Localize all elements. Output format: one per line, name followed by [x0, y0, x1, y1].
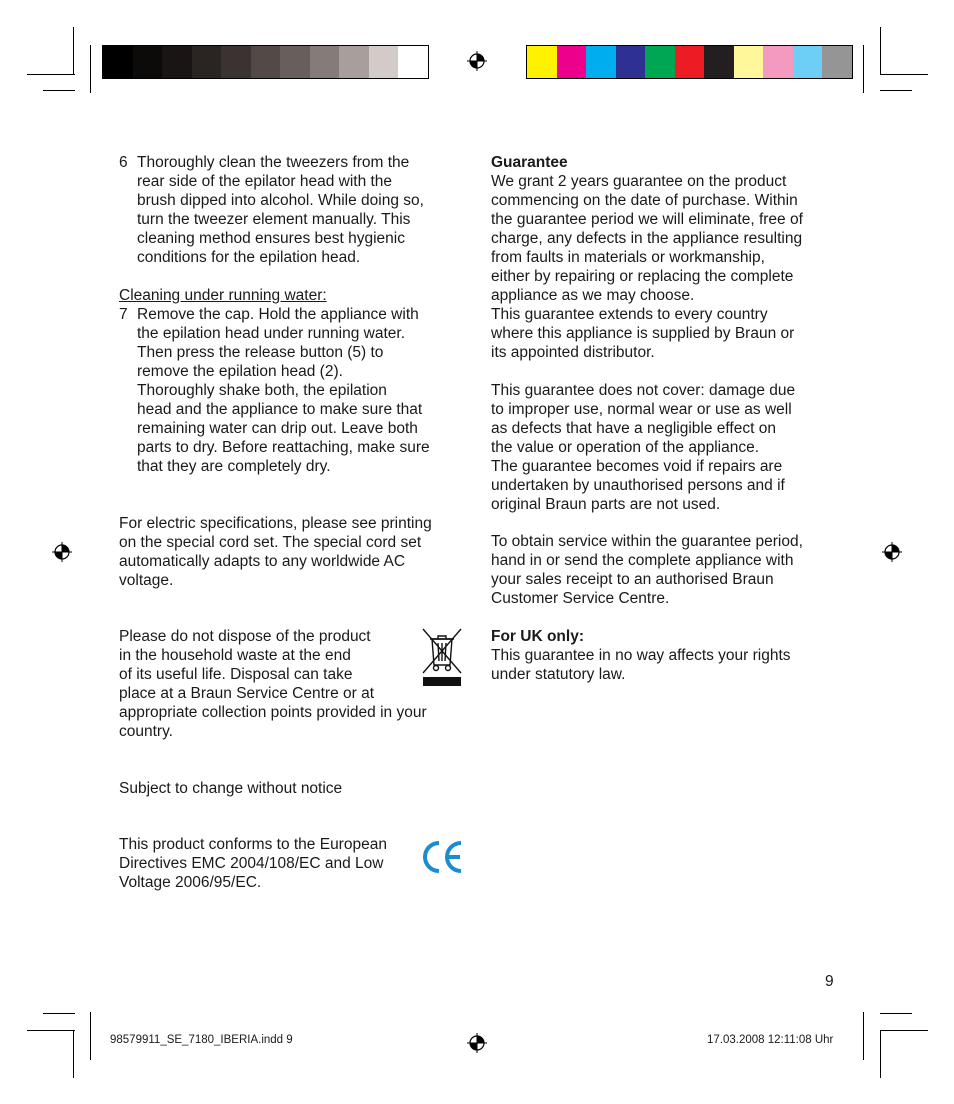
- color-swatch: [704, 46, 734, 78]
- text-line: the value or operation of the appliance.: [491, 439, 759, 456]
- crop-mark: [27, 1030, 75, 1031]
- crop-mark: [880, 1013, 912, 1014]
- uk-heading: For UK only:: [491, 628, 584, 645]
- crop-mark: [880, 1030, 928, 1031]
- text-line: in the household waste at the end: [119, 647, 351, 664]
- text-line: hand in or send the complete appliance with: [491, 552, 794, 569]
- text-line: of its useful life. Disposal can take: [119, 666, 353, 683]
- grayscale-color-bar: [102, 45, 429, 79]
- crop-mark: [880, 1030, 881, 1078]
- color-swatch: [763, 46, 793, 78]
- disposal-paragraph: [119, 627, 409, 703]
- text-line: head and the appliance to make sure that: [137, 401, 423, 418]
- crop-mark: [43, 1013, 75, 1014]
- text-line: brush dipped into alcohol. While doing so,: [137, 192, 424, 209]
- color-swatch: [675, 46, 705, 78]
- text-line: Directives EMC 2004/108/EC and Low: [119, 855, 384, 872]
- color-swatch: [310, 46, 340, 78]
- registration-mark-icon: [882, 542, 902, 562]
- color-swatch: [557, 46, 587, 78]
- section-subheading: Cleaning under running water:: [119, 287, 327, 304]
- text-line: charge, any defects in the appliance resulting: [491, 230, 803, 247]
- crop-mark: [27, 74, 75, 75]
- right-column: [491, 153, 841, 362]
- registration-mark-icon: [52, 542, 72, 562]
- text-line: rear side of the epilator head with the: [137, 173, 393, 190]
- text-line: on the special cord set. The special cord set: [119, 534, 422, 551]
- text-line: Thoroughly clean the tweezers from the: [137, 154, 410, 171]
- text-line: as defects that have a negligible effect on: [491, 420, 776, 437]
- text-line: Thoroughly shake both, the epilation: [137, 382, 387, 399]
- color-swatch: [616, 46, 646, 78]
- registration-mark-icon: [467, 1033, 487, 1053]
- text-line: under statutory law.: [491, 666, 626, 683]
- step-text: [137, 153, 469, 267]
- guarantee-paragraph-3: [491, 532, 841, 608]
- instruction-step-6: [119, 153, 469, 267]
- text-line: that they are completely dry.: [137, 458, 331, 475]
- page-number: 9: [825, 973, 834, 990]
- text-line: We grant 2 years guarantee on the product: [491, 173, 787, 190]
- step-number: 7: [119, 306, 128, 323]
- text-line: voltage.: [119, 572, 174, 589]
- left-column: [119, 153, 469, 267]
- uk-section: [491, 627, 841, 684]
- left-column: [119, 286, 469, 476]
- instruction-step-7: [119, 305, 469, 476]
- text-line: cleaning method ensures best hygienic: [137, 230, 405, 247]
- text-line: Voltage 2006/95/EC.: [119, 874, 262, 891]
- color-swatch: [369, 46, 399, 78]
- text-line: This product conforms to the European: [119, 836, 387, 853]
- text-line: Remove the cap. Hold the appliance with: [137, 306, 419, 323]
- text-line: commencing on the date of purchase. Within: [491, 192, 798, 209]
- text-line: place at a Braun Service Centre or at: [119, 685, 375, 702]
- text-line: its appointed distributor.: [491, 344, 655, 361]
- disposal-paragraph-cont: [119, 703, 469, 741]
- crop-mark: [43, 90, 75, 91]
- text-line: remove the epilation head (2).: [137, 363, 343, 380]
- guarantee-paragraph-1: [491, 172, 841, 362]
- color-swatch: [339, 46, 369, 78]
- crop-mark: [863, 45, 864, 93]
- text-line: The guarantee becomes void if repairs are: [491, 458, 783, 475]
- crop-mark: [73, 27, 74, 75]
- ce-mark-icon: [419, 838, 465, 876]
- text-line: where this appliance is supplied by Braun or: [491, 325, 795, 342]
- text-line: to improper use, normal wear or use as well: [491, 401, 792, 418]
- text-line: country.: [119, 723, 173, 740]
- process-color-bar: [526, 45, 853, 79]
- footer-timestamp: 17.03.2008 12:11:08 Uhr: [707, 1034, 834, 1046]
- notice-text: Subject to change without notice: [119, 780, 343, 797]
- footer-filename: 98579911_SE_7180_IBERIA.indd 9: [110, 1034, 293, 1046]
- color-swatch: [645, 46, 675, 78]
- text-line: undertaken by unauthorised persons and if: [491, 477, 785, 494]
- text-line: Please do not dispose of the product: [119, 628, 371, 645]
- text-line: Then press the release button (5) to: [137, 344, 384, 361]
- text-line: original Braun parts are not used.: [491, 496, 721, 513]
- text-line: your sales receipt to an authorised Braun: [491, 571, 774, 588]
- registration-mark-icon: [467, 51, 487, 71]
- text-line: either by repairing or replacing the complete: [491, 268, 794, 285]
- guarantee-heading: Guarantee: [491, 154, 568, 171]
- color-swatch: [793, 46, 823, 78]
- color-swatch: [822, 46, 852, 78]
- guarantee-paragraph-2: [491, 381, 841, 514]
- text-line: parts to dry. Before reattaching, make sure: [137, 439, 430, 456]
- text-line: This guarantee extends to every country: [491, 306, 768, 323]
- text-line: For electric specifications, please see printing: [119, 515, 432, 532]
- color-swatch: [734, 46, 764, 78]
- subject-to-change: [119, 779, 469, 798]
- text-line: remaining water can drip out. Leave both: [137, 420, 418, 437]
- electric-spec-paragraph: [119, 514, 469, 590]
- color-swatch: [192, 46, 222, 78]
- crop-mark: [90, 1012, 91, 1060]
- color-swatch: [221, 46, 251, 78]
- step-text: [137, 305, 469, 476]
- uk-paragraph: [491, 646, 841, 684]
- crop-mark: [880, 90, 912, 91]
- color-swatch: [586, 46, 616, 78]
- crop-mark: [880, 27, 881, 75]
- crop-mark: [73, 1030, 74, 1078]
- text-line: appliance as we may choose.: [491, 287, 695, 304]
- text-line: from faults in materials or workmanship,: [491, 249, 765, 266]
- text-line: the epilation head under running water.: [137, 325, 406, 342]
- text-line: conditions for the epilation head.: [137, 249, 361, 266]
- text-line: This guarantee in no way affects your rights: [491, 647, 791, 664]
- color-swatch: [251, 46, 281, 78]
- crop-mark: [863, 1012, 864, 1060]
- text-line: automatically adapts to any worldwide AC: [119, 553, 406, 570]
- text-line: This guarantee does not cover: damage due: [491, 382, 796, 399]
- text-line: appropriate collection points provided in your: [119, 704, 427, 721]
- crop-mark: [90, 45, 91, 93]
- crossed-out-wheelie-bin-icon: [420, 627, 464, 689]
- text-line: Customer Service Centre.: [491, 590, 670, 607]
- color-swatch: [162, 46, 192, 78]
- conformity-paragraph: [119, 835, 419, 892]
- color-swatch: [133, 46, 163, 78]
- text-line: To obtain service within the guarantee period,: [491, 533, 803, 550]
- color-swatch: [527, 46, 557, 78]
- crop-mark: [880, 74, 928, 75]
- color-swatch: [103, 46, 133, 78]
- color-swatch: [280, 46, 310, 78]
- color-swatch: [398, 46, 428, 78]
- text-line: turn the tweezer element manually. This: [137, 211, 411, 228]
- text-line: the guarantee period we will eliminate, free of: [491, 211, 803, 228]
- step-number: 6: [119, 154, 128, 171]
